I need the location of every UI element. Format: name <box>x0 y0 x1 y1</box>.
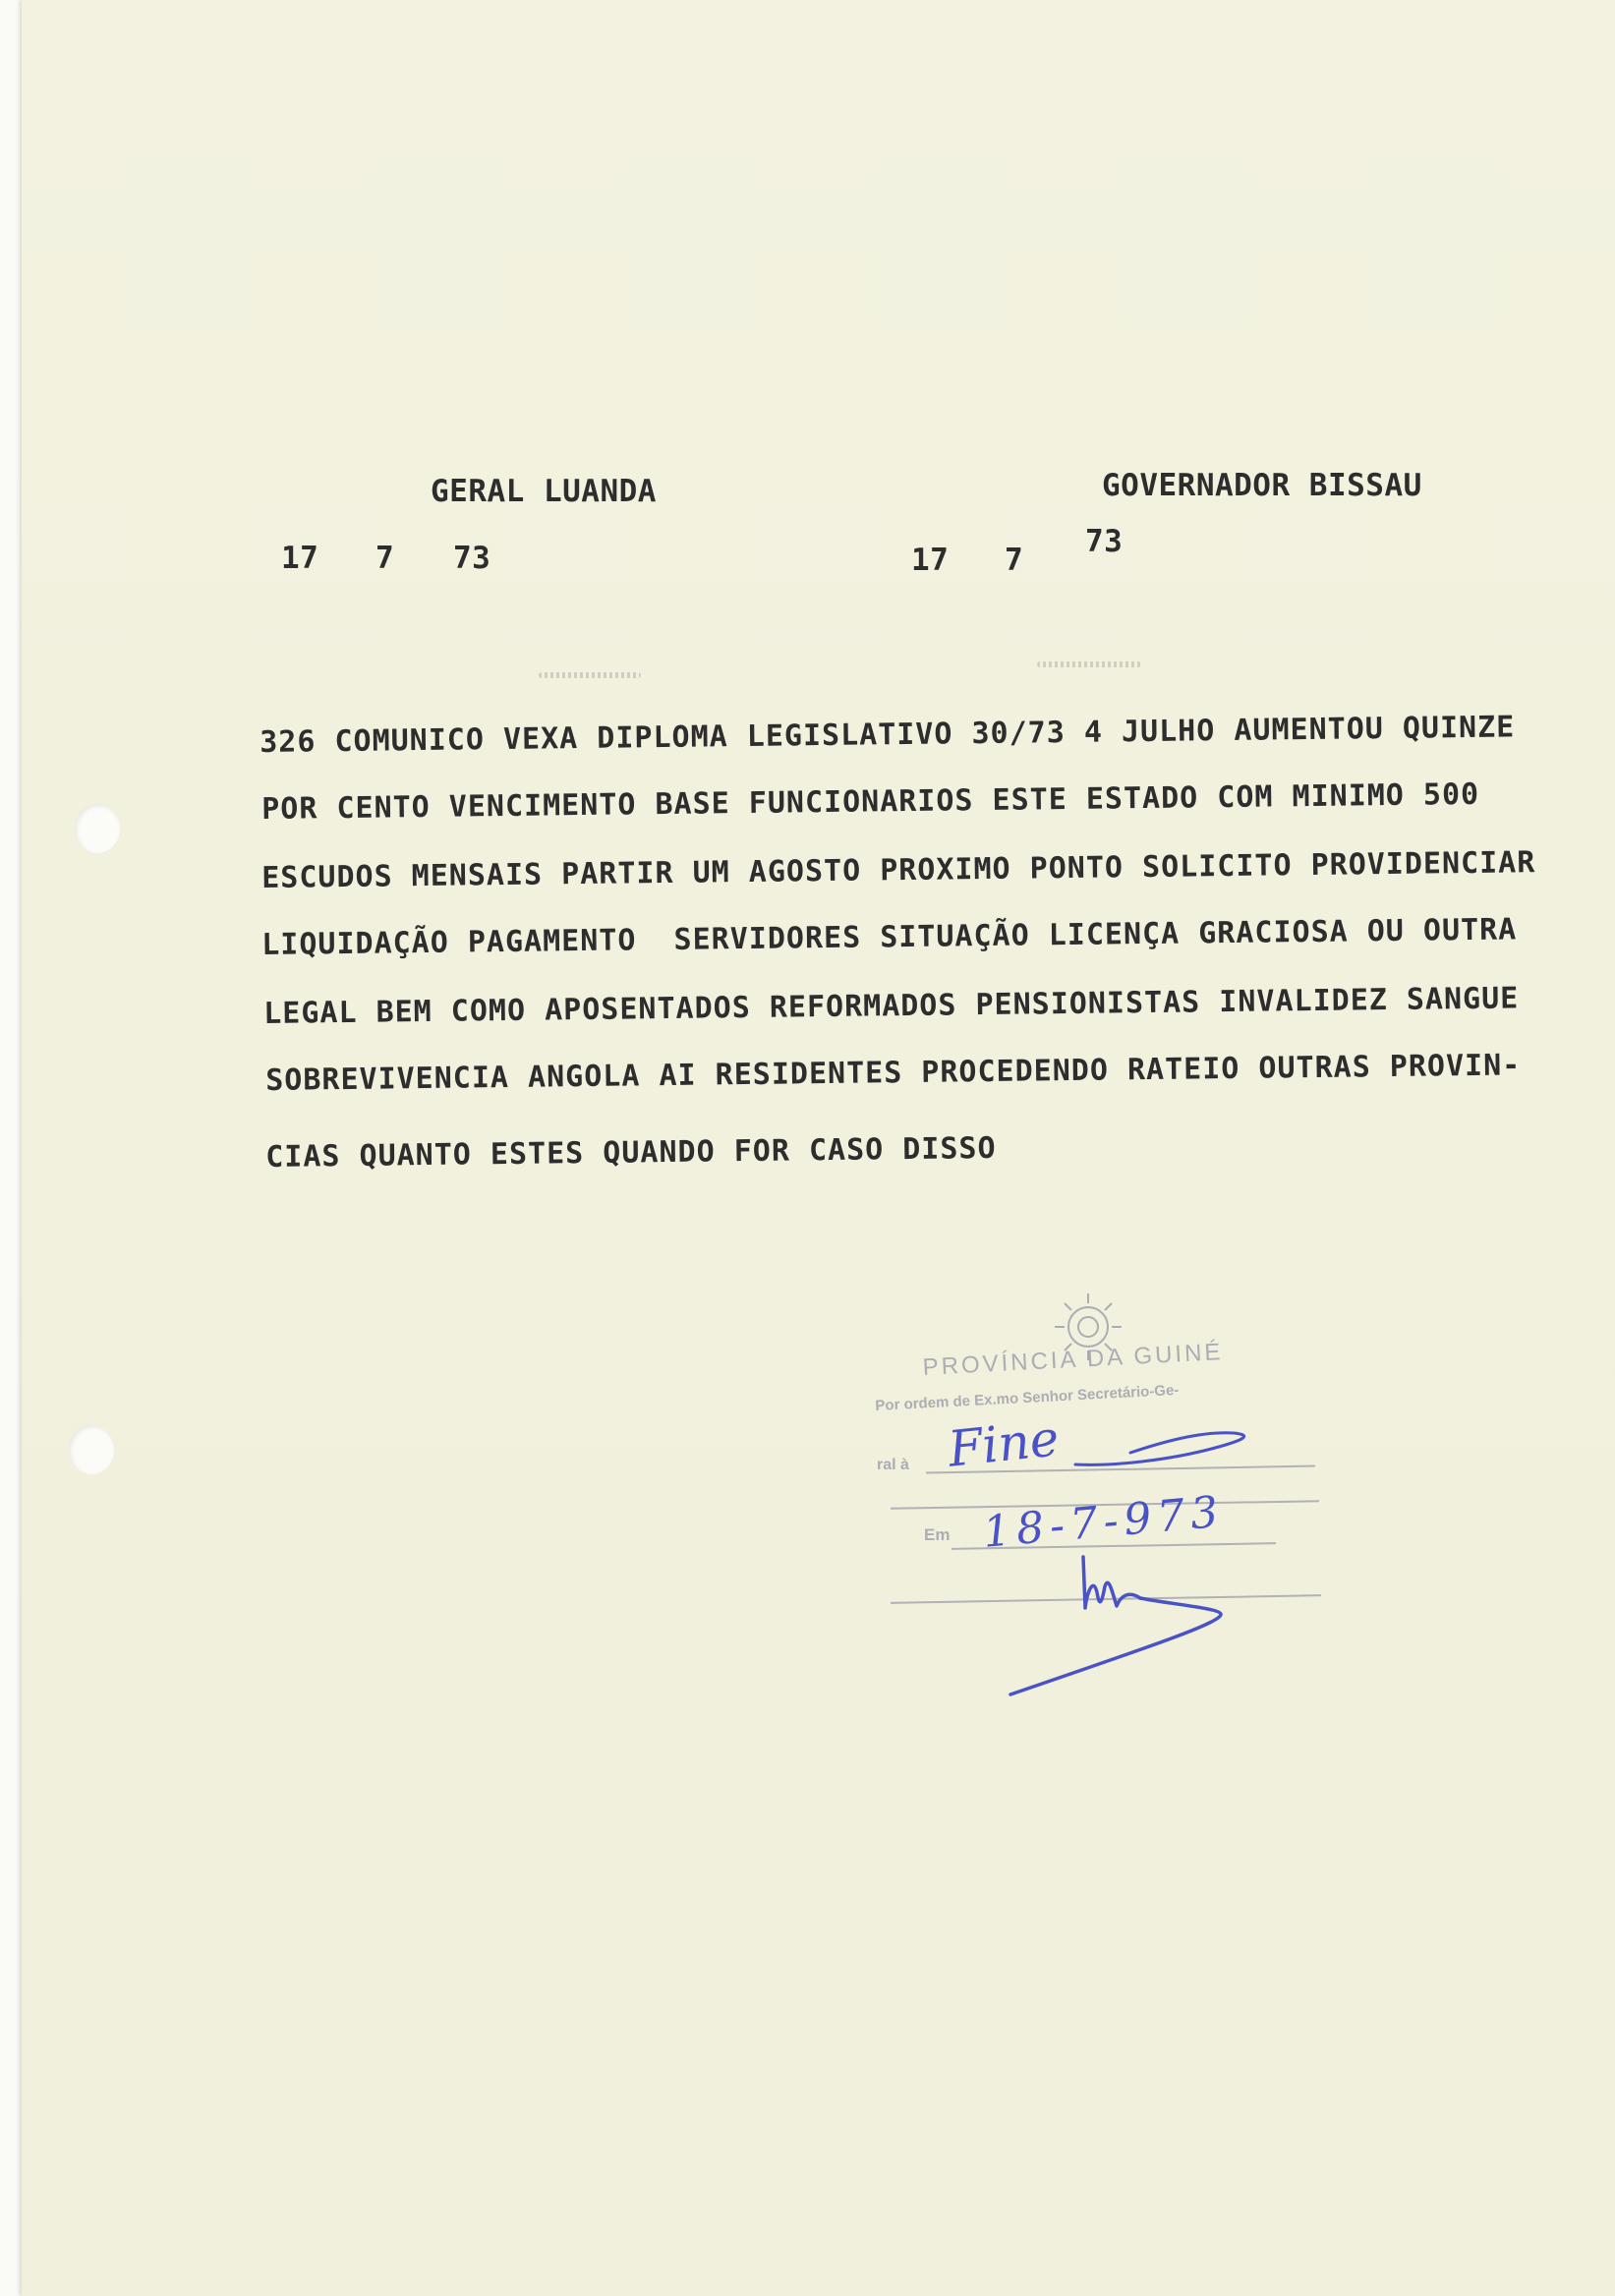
to-month: 7 <box>1005 543 1024 578</box>
handwritten-initials-icon <box>1003 1547 1258 1704</box>
stamp-date-prefix: Em <box>924 1525 951 1544</box>
message-line-2: POR CENTO VENCIMENTO BASE FUNCIONARIOS ESTE ESTADO COM MINIMO 500 <box>261 776 1480 827</box>
handwritten-date: 18-7-973 <box>981 1486 1227 1558</box>
message-line-1: 326 COMUNICO VEXA DIPLOMA LEGISLATIVO 30/73 4 JULHO AUMENTOU QUINZE <box>260 710 1516 760</box>
to-station: GOVERNADOR BISSAU <box>1102 468 1422 503</box>
message-line-6: SOBREVIVENCIA ANGOLA AI RESIDENTES PROCEDENDO RATEIO OUTRAS PROVIN- <box>265 1048 1522 1098</box>
to-day: 17 <box>911 543 950 578</box>
stamp-province: PROVÍNCIA DA GUINÉ <box>922 1338 1225 1381</box>
message-line-3: ESCUDOS MENSAIS PARTIR UM AGOSTO PROXIMO PONTO SOLICITO PROVIDENCIAR <box>261 845 1536 895</box>
scan-background-edge <box>0 0 24 2296</box>
stamp-order-suffix: ral à <box>877 1457 909 1473</box>
handwritten-name: Fine <box>946 1409 1062 1478</box>
stamp-order-prefix: Por ordem de Ex.mo Senhor Secretário-Ge- <box>875 1381 1180 1414</box>
ink-smudge-right <box>1037 661 1141 667</box>
punch-hole-upper <box>75 804 120 853</box>
from-month: 7 <box>375 541 395 576</box>
to-year: 73 <box>1085 524 1124 559</box>
message-line-7: CIAS QUANTO ESTES QUANDO FOR CASO DISSO <box>265 1130 997 1175</box>
message-line-4: LIQUIDAÇÃO PAGAMENTO SERVIDORES SITUAÇÃO LICENÇA GRACIOSA OU OUTRA <box>261 912 1518 962</box>
handwritten-name-flourish-icon <box>1071 1427 1258 1476</box>
from-day: 17 <box>281 541 319 576</box>
punch-hole-lower <box>69 1425 114 1474</box>
ink-smudge-left <box>539 672 641 678</box>
from-station: GERAL LUANDA <box>431 474 657 509</box>
message-line-5: LEGAL BEM COMO APOSENTADOS REFORMADOS PENSIONISTAS INVALIDEZ SANGUE <box>263 981 1520 1031</box>
from-year: 73 <box>453 541 491 576</box>
